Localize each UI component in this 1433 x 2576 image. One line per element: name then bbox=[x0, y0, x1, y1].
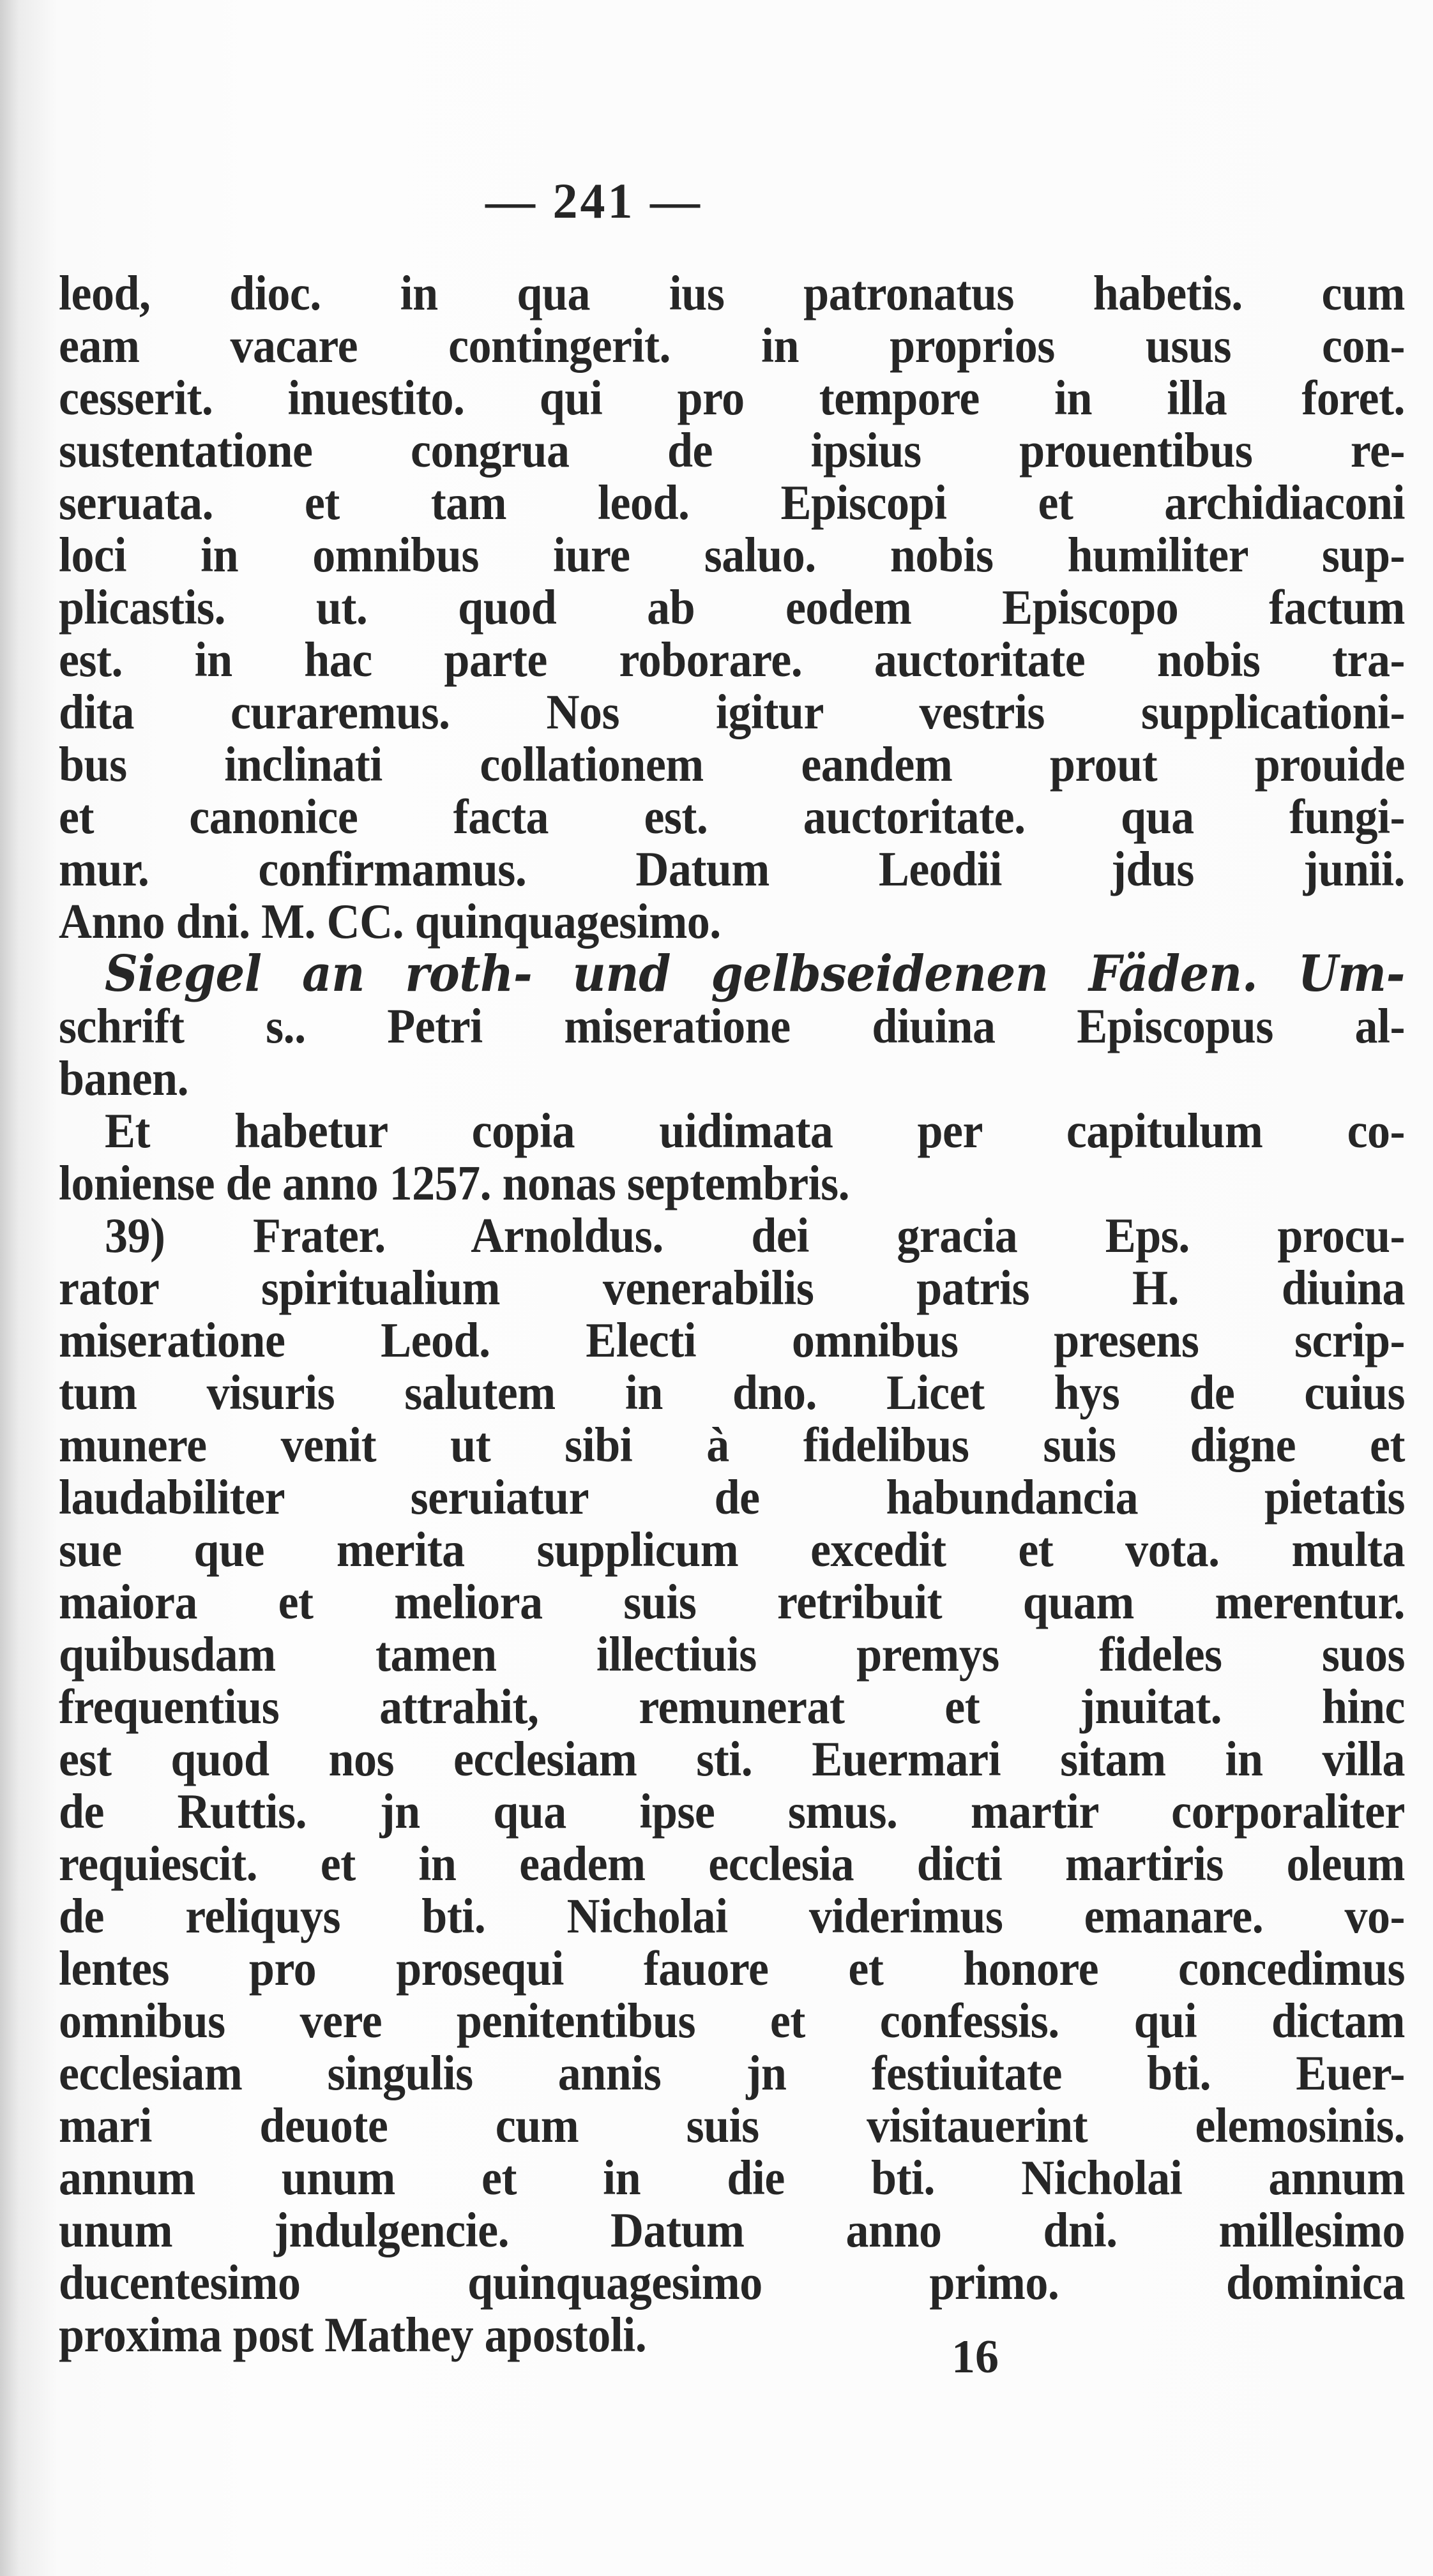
text-line: mari deuote cum suis visitauerint elemosinis. bbox=[59, 2097, 1405, 2153]
text-line: lentes pro prosequi fauore et honore concedimus bbox=[59, 1940, 1405, 1996]
text-line: frequentius attrahit, remunerat et jnuitat. hinc bbox=[59, 1678, 1405, 1735]
text-line: sustentatione congrua de ipsius prouentibus re- bbox=[59, 422, 1405, 478]
text-line: miseratione Leod. Electi omnibus presens scrip- bbox=[59, 1312, 1405, 1368]
text-line: dita curaremus. Nos igitur vestris supplicationi- bbox=[59, 684, 1405, 740]
text-line: seruata. et tam leod. Episcopi et archidiaconi bbox=[59, 474, 1405, 531]
text-line: ducentesimo quinquagesimo primo. dominica bbox=[59, 2254, 1405, 2310]
text-line: eam vacare contingerit. in proprios usus con- bbox=[59, 317, 1405, 373]
text-line: annum unum et in die bti. Nicholai annum bbox=[59, 2150, 1405, 2206]
text-line: loniense de anno 1257. nonas septembris. bbox=[59, 1155, 850, 1211]
text-line: loci in omnibus iure saluo. nobis humiliter sup- bbox=[59, 527, 1405, 583]
text-line: leod, dioc. in qua ius patronatus habetis. cum bbox=[59, 265, 1405, 321]
signature-mark: 16 bbox=[952, 2331, 999, 2383]
text-line: 39) Frater. Arnoldus. dei gracia Eps. procu- bbox=[105, 1207, 1405, 1263]
text-line: requiescit. et in eadem ecclesia dicti martiris oleum bbox=[59, 1835, 1405, 1892]
text-line: maiora et meliora suis retribuit quam merentur. bbox=[59, 1574, 1405, 1630]
text-line: proxima post Mathey apostoli. bbox=[59, 2307, 647, 2363]
text-line: plicastis. ut. quod ab eodem Episcopo factum bbox=[59, 579, 1405, 635]
text-line: banen. bbox=[59, 1050, 189, 1106]
text-line: rator spiritualium venerabilis patris H. diuina bbox=[59, 1260, 1405, 1316]
text-line: quibusdam tamen illectiuis premys fideles suos bbox=[59, 1626, 1405, 1682]
text-line: unum jndulgencie. Datum anno dni. millesimo bbox=[59, 2202, 1405, 2258]
text-line: laudabiliter seruiatur de habundancia pietatis bbox=[59, 1469, 1405, 1525]
text-line: Anno dni. M. CC. quinquagesimo. bbox=[59, 893, 721, 949]
text-line: bus inclinati collationem eandem prout prouide bbox=[59, 736, 1405, 792]
text-line: sue que merita supplicum excedit et vota. multa bbox=[59, 1521, 1405, 1578]
text-line: Et habetur copia uidimata per capitulum co- bbox=[105, 1103, 1405, 1159]
page-number-header: — 241 — bbox=[485, 173, 702, 229]
text-line: est. in hac parte roborare. auctoritate nobis tra- bbox=[59, 631, 1405, 688]
text-line: schrift s.. Petri miseratione diuina Episcopus al- bbox=[59, 998, 1405, 1054]
text-line: munere venit ut sibi à fidelibus suis digne et bbox=[59, 1417, 1405, 1473]
text-line: de reliquys bti. Nicholai viderimus emanare. vo- bbox=[59, 1888, 1405, 1944]
text-line: Siegel an roth- und gelbseidenen Fäden. Um- bbox=[105, 944, 1405, 1003]
text-line: ecclesiam singulis annis jn festiuitate bti. Euer- bbox=[59, 2045, 1405, 2101]
text-line: tum visuris salutem in dno. Licet hys de cuius bbox=[59, 1364, 1405, 1420]
text-line: mur. confirmamus. Datum Leodii jdus junii. bbox=[59, 841, 1405, 897]
text-line: et canonice facta est. auctoritate. qua fungi- bbox=[59, 788, 1405, 845]
text-line: est quod nos ecclesiam sti. Euermari sitam in villa bbox=[59, 1731, 1405, 1787]
page-body-text bbox=[59, 267, 1405, 2361]
text-line: cesserit. inuestito. qui pro tempore in illa foret. bbox=[59, 370, 1405, 426]
text-line: omnibus vere penitentibus et confessis. qui dictam bbox=[59, 1992, 1405, 2049]
text-line: de Ruttis. jn qua ipse smus. martir corporaliter bbox=[59, 1783, 1405, 1839]
